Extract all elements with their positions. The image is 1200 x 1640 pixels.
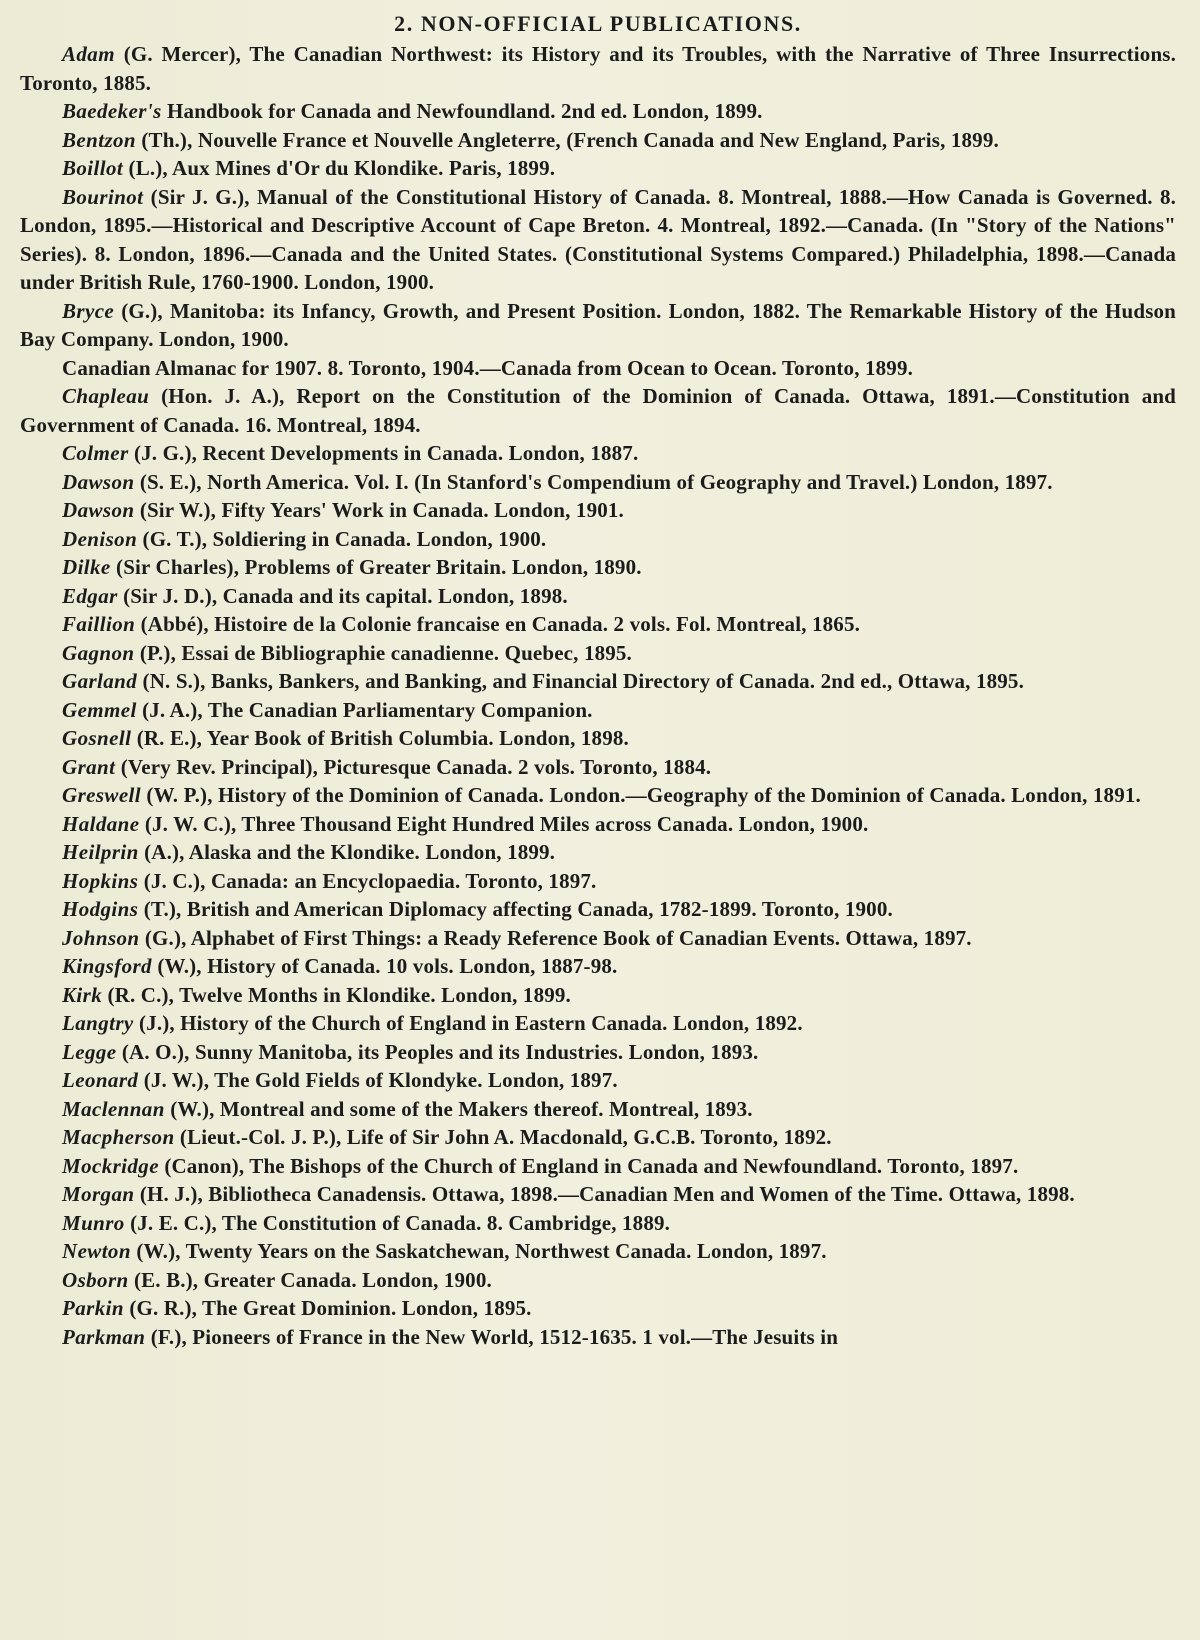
entry-text: (E. B.), Greater Canada. London, 1900. bbox=[128, 1267, 492, 1292]
entry-text: (J. G.), Recent Developments in Canada. London, 1887. bbox=[128, 441, 639, 465]
bibliography-entry bbox=[20, 1123, 1176, 1152]
entry-author: Grant bbox=[62, 754, 116, 779]
entry-author: Edgar bbox=[62, 583, 118, 608]
entry-text: (Canon), The Bishops of the Church of England in Canada and Newfoundland. Toronto, 1897. bbox=[158, 1153, 1019, 1178]
entry-author: Boillot bbox=[62, 156, 124, 180]
bibliography-entry bbox=[20, 1038, 1176, 1067]
entry-text: (A. O.), Sunny Manitoba, its Peoples and its Industries. London, 1893. bbox=[116, 1039, 759, 1064]
entry-author: Johnson bbox=[62, 925, 140, 950]
entry-text: (J. E. C.), The Constitution of Canada. 8. Cambridge, 1889. bbox=[124, 1210, 671, 1235]
entry-text: (G. T.), Soldiering in Canada. London, 1900. bbox=[137, 526, 547, 551]
bibliography-entry bbox=[20, 696, 1176, 725]
bibliography-entry bbox=[20, 1180, 1176, 1209]
bibliography-entry bbox=[20, 952, 1176, 981]
entry-author: Greswell bbox=[62, 783, 142, 807]
entry-text: (J.), History of the Church of England in Eastern Canada. London, 1892. bbox=[133, 1011, 803, 1035]
entry-text: (Sir J. D.), Canada and its capital. London, 1898. bbox=[117, 583, 568, 608]
bibliography-entry bbox=[20, 1266, 1176, 1295]
bibliography-entry bbox=[20, 1323, 1176, 1352]
entry-text: (G. R.), The Great Dominion. London, 1895. bbox=[123, 1296, 532, 1320]
bibliography-list bbox=[20, 40, 1176, 1351]
entry-author: Bourinot bbox=[62, 184, 144, 209]
bibliography-entry bbox=[20, 753, 1176, 782]
bibliography-entry bbox=[20, 582, 1176, 611]
entry-text: (Hon. J. A.), Report on the Constitution of the Dominion of Canada. Ottawa, 1891.—Constitution and Government of Canada. 16. Montreal, 1894. bbox=[20, 384, 1176, 437]
entry-author: Bentzon bbox=[62, 127, 136, 152]
entry-text: (N. S.), Banks, Bankers, and Banking, and Financial Directory of Canada. 2nd ed., Ottawa, 1895. bbox=[137, 669, 1024, 693]
bibliography-entry bbox=[20, 97, 1176, 126]
bibliography-entry bbox=[20, 667, 1176, 696]
bibliography-entry bbox=[20, 126, 1176, 155]
bibliography-entry bbox=[20, 40, 1176, 97]
entry-author: Bryce bbox=[62, 298, 115, 323]
bibliography-entry bbox=[20, 724, 1176, 753]
bibliography-entry bbox=[20, 867, 1176, 896]
entry-text: (P.), Essai de Bibliographie canadienne. Quebec, 1895. bbox=[134, 640, 632, 665]
bibliography-entry bbox=[20, 154, 1176, 183]
bibliography-entry bbox=[20, 354, 1176, 383]
bibliography-entry bbox=[20, 1095, 1176, 1124]
entry-text: (W.), History of Canada. 10 vols. London, 1887-98. bbox=[151, 954, 618, 978]
entry-author: Hopkins bbox=[62, 868, 139, 893]
entry-author: Osborn bbox=[62, 1267, 129, 1292]
entry-author: Parkin bbox=[62, 1296, 124, 1320]
entry-text: (J. A.), The Canadian Parliamentary Companion. bbox=[136, 697, 593, 722]
bibliography-entry bbox=[20, 981, 1176, 1010]
bibliography-entry bbox=[20, 924, 1176, 953]
bibliography-entry bbox=[20, 1294, 1176, 1323]
entry-author: Adam bbox=[62, 42, 115, 66]
bibliography-entry bbox=[20, 1209, 1176, 1238]
entry-author: Chapleau bbox=[62, 384, 150, 408]
entry-text: (H. J.), Bibliotheca Canadensis. Ottawa, 1898.—Canadian Men and Women of the Time. Ottawa, 1898. bbox=[134, 1182, 1075, 1206]
bibliography-entry bbox=[20, 382, 1176, 439]
bibliography-entry bbox=[20, 781, 1176, 810]
entry-text: (G. Mercer), The Canadian Northwest: its History and its Troubles, with the Narrative of Three Insurrections. Toronto, 1885. bbox=[20, 42, 1176, 95]
entry-author: Dawson bbox=[62, 469, 135, 494]
section-heading: 2. NON-OFFICIAL PUBLICATIONS. bbox=[394, 11, 802, 36]
entry-text: (W.), Twenty Years on the Saskatchewan, Northwest Canada. London, 1897. bbox=[130, 1239, 827, 1263]
entry-text: (Abbé), Histoire de la Colonie francaise en Canada. 2 vols. Fol. Montreal, 1865. bbox=[135, 612, 860, 636]
entry-author: Baedeker's bbox=[62, 99, 162, 123]
entry-author: Legge bbox=[62, 1039, 117, 1064]
entry-author: Langtry bbox=[62, 1011, 134, 1035]
entry-text: (G.), Manitoba: its Infancy, Growth, and Present Position. London, 1882. The Remarkable History of the Hudson Bay Company. London, 1900. bbox=[20, 298, 1176, 351]
bibliography-entry bbox=[20, 525, 1176, 554]
bibliography-entry bbox=[20, 639, 1176, 668]
entry-author: Faillion bbox=[62, 612, 136, 636]
bibliography-entry bbox=[20, 468, 1176, 497]
entry-text: (S. E.), North America. Vol. I. (In Stanford's Compendium of Geography and Travel.) London, 1897. bbox=[134, 469, 1053, 494]
entry-text: Canadian Almanac for 1907. 8. Toronto, 1904.—Canada from Ocean to Ocean. Toronto, 1899. bbox=[62, 355, 913, 380]
entry-author: Leonard bbox=[62, 1068, 139, 1092]
entry-author: Colmer bbox=[62, 441, 129, 465]
bibliography-entry bbox=[20, 895, 1176, 924]
entry-text: (Sir Charles), Problems of Greater Britain. London, 1890. bbox=[110, 555, 642, 579]
entry-text: (W. P.), History of the Dominion of Canada. London.—Geography of the Dominion of Canada. London, 1891. bbox=[141, 783, 1141, 807]
entry-author: Gosnell bbox=[62, 726, 132, 750]
entry-author: Gemmel bbox=[62, 697, 137, 722]
entry-text: (A.), Alaska and the Klondike. London, 1899. bbox=[138, 840, 556, 864]
bibliography-entry bbox=[20, 1152, 1176, 1181]
bibliography-entry bbox=[20, 838, 1176, 867]
bibliography-entry bbox=[20, 1009, 1176, 1038]
bibliography-entry bbox=[20, 610, 1176, 639]
entry-author: Gagnon bbox=[62, 640, 135, 665]
entry-text: (W.), Montreal and some of the Makers thereof. Montreal, 1893. bbox=[164, 1096, 753, 1121]
entry-author: Denison bbox=[62, 526, 138, 551]
bibliography-entry bbox=[20, 496, 1176, 525]
entry-author: Garland bbox=[62, 669, 138, 693]
entry-author: Hodgins bbox=[62, 897, 139, 921]
entry-author: Kingsford bbox=[62, 954, 152, 978]
entry-text: (J. W.), The Gold Fields of Klondyke. London, 1897. bbox=[138, 1068, 618, 1092]
entry-text: Handbook for Canada and Newfoundland. 2nd ed. London, 1899. bbox=[161, 99, 763, 123]
bibliography-entry bbox=[20, 1237, 1176, 1266]
entry-author: Morgan bbox=[62, 1182, 135, 1206]
entry-author: Maclennan bbox=[62, 1096, 165, 1121]
entry-author: Kirk bbox=[62, 982, 103, 1007]
entry-text: (T.), British and American Diplomacy affecting Canada, 1782-1899. Toronto, 1900. bbox=[138, 897, 893, 921]
entry-author: Dilke bbox=[62, 555, 111, 579]
entry-author: Macpherson bbox=[62, 1125, 175, 1149]
entry-text: (R. E.), Year Book of British Columbia. London, 1898. bbox=[131, 726, 629, 750]
entry-text: (Very Rev. Principal), Picturesque Canada. 2 vols. Toronto, 1884. bbox=[115, 754, 712, 779]
entry-author: Heilprin bbox=[62, 840, 139, 864]
bibliography-entry bbox=[20, 553, 1176, 582]
entry-text: (G.), Alphabet of First Things: a Ready Reference Book of Canadian Events. Ottawa, 1897. bbox=[139, 925, 972, 950]
entry-text: (Th.), Nouvelle France et Nouvelle Angleterre, (French Canada and New England, Paris, 1899. bbox=[136, 127, 999, 152]
bibliography-entry bbox=[20, 1066, 1176, 1095]
bibliography-entry bbox=[20, 810, 1176, 839]
entry-text: (R. C.), Twelve Months in Klondike. London, 1899. bbox=[102, 982, 571, 1007]
entry-text: (Sir W.), Fifty Years' Work in Canada. London, 1901. bbox=[134, 498, 624, 522]
entry-text: (F.), Pioneers of France in the New World, 1512-1635. 1 vol.—The Jesuits in bbox=[145, 1324, 839, 1349]
bibliography-entry bbox=[20, 297, 1176, 354]
entry-author: Haldane bbox=[62, 811, 140, 836]
entry-author: Dawson bbox=[62, 498, 135, 522]
bibliography-entry bbox=[20, 439, 1176, 468]
entry-author: Newton bbox=[62, 1239, 131, 1263]
bibliography-entry bbox=[20, 183, 1176, 297]
entry-author: Mockridge bbox=[62, 1153, 159, 1178]
entry-text: (J. C.), Canada: an Encyclopaedia. Toronto, 1897. bbox=[138, 868, 597, 893]
entry-author: Parkman bbox=[62, 1324, 146, 1349]
entry-text: (L.), Aux Mines d'Or du Klondike. Paris, 1899. bbox=[123, 156, 556, 180]
entry-text: (Lieut.-Col. J. P.), Life of Sir John A. Macdonald, G.C.B. Toronto, 1892. bbox=[174, 1125, 832, 1149]
entry-text: (Sir J. G.), Manual of the Constitutional History of Canada. 8. Montreal, 1888.—How Canada is Governed. 8. London, 1895.—Historical and Descriptive Account of Cape Breton. 4. Montreal, 1892.—Canada. (In "Story of the Nations" Series). 8. London, 1896.—Canada and the United States. (Constitutional Systems Compared.) Philadelphia, 1898.—Canada under British Rule, 1760-1900. London, 1900. bbox=[20, 184, 1176, 294]
entry-text: (J. W. C.), Three Thousand Eight Hundred Miles across Canada. London, 1900. bbox=[139, 811, 869, 836]
entry-author: Munro bbox=[62, 1210, 125, 1235]
